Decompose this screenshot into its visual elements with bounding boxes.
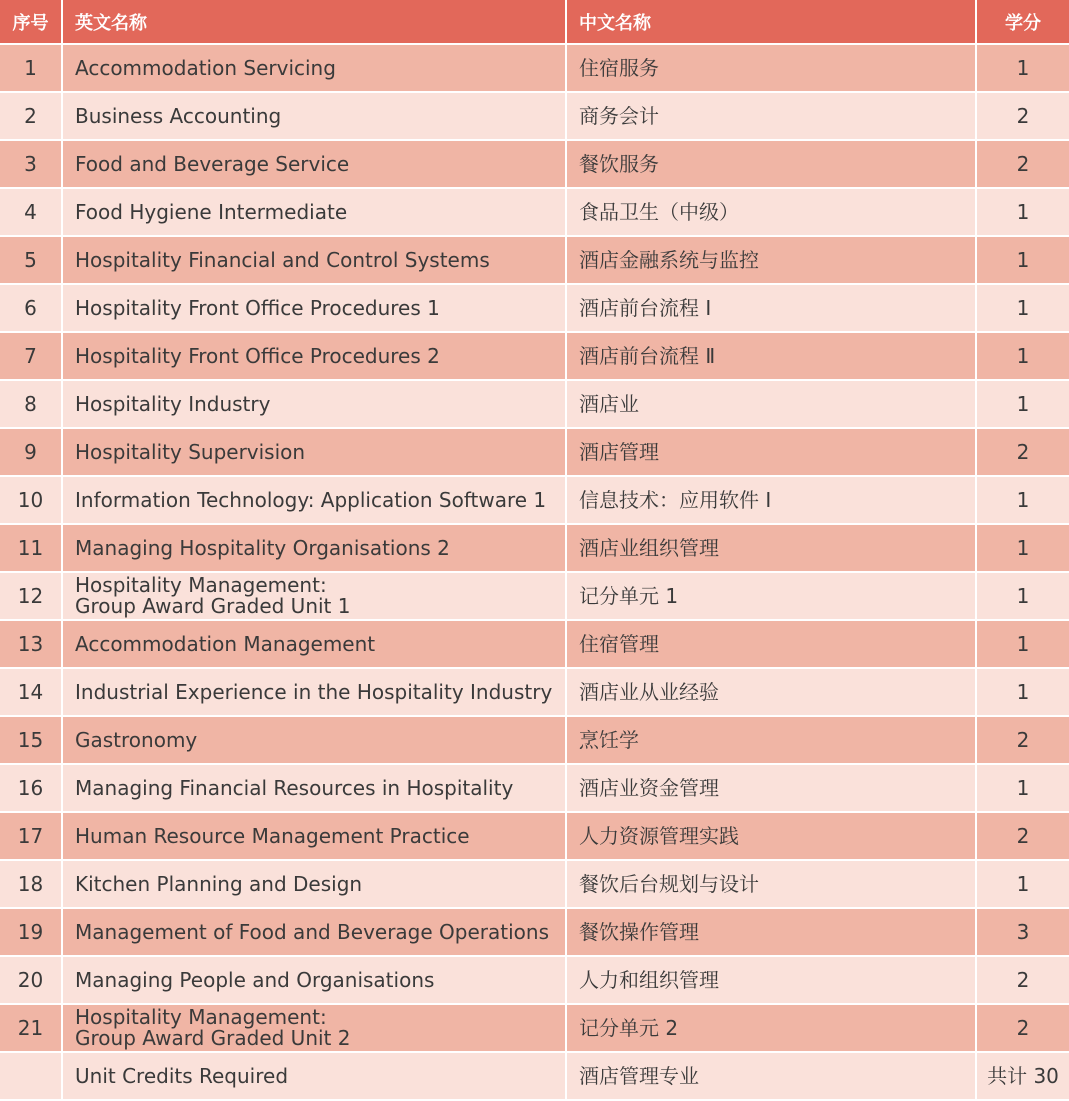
- course-credits: 1: [976, 380, 1069, 428]
- course-english-name: Gastronomy: [62, 716, 566, 764]
- course-chinese-name: 信息技术：应用软件 Ⅰ: [566, 476, 976, 524]
- row-number: 13: [0, 620, 62, 668]
- table-row: [0, 812, 1069, 860]
- row-number: 3: [0, 140, 62, 188]
- course-english-name: Industrial Experience in the Hospitality Industry: [62, 668, 566, 716]
- course-chinese-name: 人力和组织管理: [566, 956, 976, 1004]
- row-number: 11: [0, 524, 62, 572]
- row-number: 18: [0, 860, 62, 908]
- row-number: 8: [0, 380, 62, 428]
- course-english-name: Hospitality Industry: [62, 380, 566, 428]
- course-chinese-name: 酒店业资金管理: [566, 764, 976, 812]
- row-number: 20: [0, 956, 62, 1004]
- course-chinese-name: 酒店金融系统与监控: [566, 236, 976, 284]
- row-number: 15: [0, 716, 62, 764]
- course-chinese-name: 酒店业: [566, 380, 976, 428]
- table-row: [0, 380, 1069, 428]
- course-english-name: Accommodation Servicing: [62, 44, 566, 92]
- course-chinese-name: 记分单元 1: [566, 572, 976, 620]
- row-number: 10: [0, 476, 62, 524]
- course-english-name: Hospitality Front Office Procedures 1: [62, 284, 566, 332]
- course-english-name: Accommodation Management: [62, 620, 566, 668]
- course-credits: 1: [976, 188, 1069, 236]
- row-number: 21: [0, 1004, 62, 1052]
- row-number: 19: [0, 908, 62, 956]
- course-english-name: Food and Beverage Service: [62, 140, 566, 188]
- course-credits: 2: [976, 956, 1069, 1004]
- course-english-name: Business Accounting: [62, 92, 566, 140]
- row-number: 9: [0, 428, 62, 476]
- course-chinese-name: 餐饮服务: [566, 140, 976, 188]
- course-credits: 2: [976, 1004, 1069, 1052]
- table-row: [0, 428, 1069, 476]
- header-chinese-name: 中文名称: [566, 0, 976, 44]
- table-row: [0, 668, 1069, 716]
- header-english-name: 英文名称: [62, 0, 566, 44]
- course-credits: 2: [976, 812, 1069, 860]
- course-english-name: Information Technology: Application Software 1: [62, 476, 566, 524]
- total-program-name: 酒店管理专业: [566, 1052, 976, 1100]
- course-english-name: Hospitality Management: Group Award Graded Unit 2: [62, 1004, 566, 1052]
- course-chinese-name: 酒店前台流程 Ⅱ: [566, 332, 976, 380]
- course-credits: 1: [976, 764, 1069, 812]
- course-credits: 1: [976, 236, 1069, 284]
- course-english-name: Hospitality Front Office Procedures 2: [62, 332, 566, 380]
- table-row: [0, 332, 1069, 380]
- course-chinese-name: 人力资源管理实践: [566, 812, 976, 860]
- course-english-name: Hospitality Financial and Control Systems: [62, 236, 566, 284]
- course-credits: 1: [976, 668, 1069, 716]
- course-english-name: Managing People and Organisations: [62, 956, 566, 1004]
- table-row: [0, 188, 1069, 236]
- course-credits: 1: [976, 524, 1069, 572]
- course-credits: 2: [976, 428, 1069, 476]
- table-row: [0, 44, 1069, 92]
- header-credits: 学分: [976, 0, 1069, 44]
- total-credits: 共计 30: [976, 1052, 1069, 1100]
- course-chinese-name: 食品卫生（中级）: [566, 188, 976, 236]
- course-chinese-name: 酒店业组织管理: [566, 524, 976, 572]
- table-row: [0, 92, 1069, 140]
- row-number: 12: [0, 572, 62, 620]
- table-header-row: [0, 0, 1069, 44]
- course-credits: 3: [976, 908, 1069, 956]
- course-chinese-name: 酒店管理: [566, 428, 976, 476]
- course-english-name: Managing Hospitality Organisations 2: [62, 524, 566, 572]
- total-label: Unit Credits Required: [62, 1052, 566, 1100]
- table-row: [0, 956, 1069, 1004]
- total-row: [0, 1052, 1069, 1100]
- course-english-name: Management of Food and Beverage Operations: [62, 908, 566, 956]
- table-row: [0, 908, 1069, 956]
- course-chinese-name: 商务会计: [566, 92, 976, 140]
- table-row: [0, 284, 1069, 332]
- course-chinese-name: 烹饪学: [566, 716, 976, 764]
- header-number: 序号: [0, 0, 62, 44]
- course-credits: 2: [976, 92, 1069, 140]
- row-number: 6: [0, 284, 62, 332]
- course-english-name: Food Hygiene Intermediate: [62, 188, 566, 236]
- course-english-name: Hospitality Management: Group Award Graded Unit 1: [62, 572, 566, 620]
- course-credits: 1: [976, 332, 1069, 380]
- row-number: 16: [0, 764, 62, 812]
- course-chinese-name: 餐饮操作管理: [566, 908, 976, 956]
- course-english-name: Hospitality Supervision: [62, 428, 566, 476]
- course-chinese-name: 餐饮后台规划与设计: [566, 860, 976, 908]
- course-credits: 2: [976, 716, 1069, 764]
- course-chinese-name: 记分单元 2: [566, 1004, 976, 1052]
- row-number: 1: [0, 44, 62, 92]
- table-row: [0, 476, 1069, 524]
- table-row: [0, 716, 1069, 764]
- total-number: [0, 1052, 62, 1100]
- course-chinese-name: 酒店前台流程 Ⅰ: [566, 284, 976, 332]
- course-credits: 1: [976, 572, 1069, 620]
- course-credits: 1: [976, 860, 1069, 908]
- course-chinese-name: 住宿服务: [566, 44, 976, 92]
- table-row: [0, 860, 1069, 908]
- table-row: [0, 524, 1069, 572]
- course-credits: 1: [976, 620, 1069, 668]
- row-number: 4: [0, 188, 62, 236]
- row-number: 17: [0, 812, 62, 860]
- course-credits: 2: [976, 140, 1069, 188]
- row-number: 2: [0, 92, 62, 140]
- table-row: [0, 1004, 1069, 1052]
- course-english-name: Kitchen Planning and Design: [62, 860, 566, 908]
- course-credits: 1: [976, 284, 1069, 332]
- row-number: 14: [0, 668, 62, 716]
- course-credits: 1: [976, 476, 1069, 524]
- course-english-name: Human Resource Management Practice: [62, 812, 566, 860]
- course-credits: 1: [976, 44, 1069, 92]
- table-row: [0, 620, 1069, 668]
- course-chinese-name: 住宿管理: [566, 620, 976, 668]
- course-chinese-name: 酒店业从业经验: [566, 668, 976, 716]
- table-row: [0, 764, 1069, 812]
- row-number: 7: [0, 332, 62, 380]
- table-row: [0, 140, 1069, 188]
- course-english-name: Managing Financial Resources in Hospitality: [62, 764, 566, 812]
- row-number: 5: [0, 236, 62, 284]
- table-row: [0, 236, 1069, 284]
- table-row: [0, 572, 1069, 620]
